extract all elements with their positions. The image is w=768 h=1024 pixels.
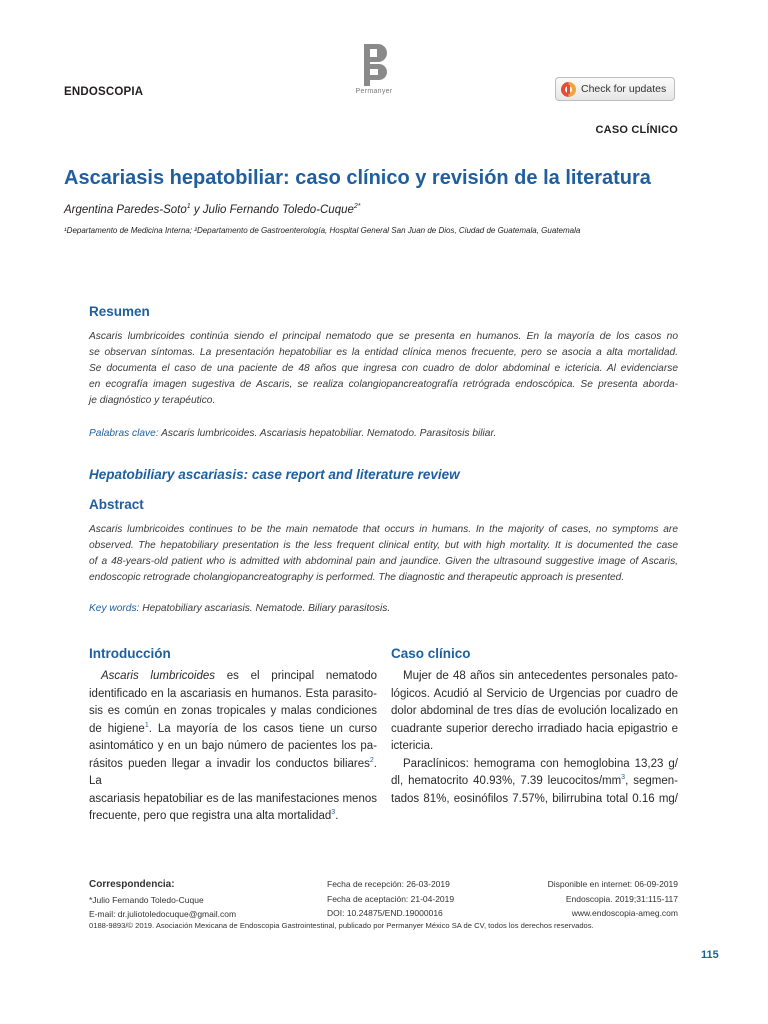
correspondence-name: *Julio Fernando Toledo-Cuque [89,894,204,905]
citation-ref[interactable]: 1 [144,721,149,729]
caso-heading: Caso clínico [391,646,471,661]
crossmark-icon [561,82,576,97]
author-2-affiliation: 2* [353,203,361,211]
key-words-text: Hepatobiliary ascariasis. Nematode. Biliary parasitosis. [139,603,391,614]
permanyer-logo-icon [361,44,387,86]
abstract-line: endoscopic retrograde cholangiopancreatography is performed. The diagnostic and therapeutic approach is presented. [89,572,625,583]
abstract-line: observed. The hepatobiliary presentation is the less frequent clinical entity, but with high mortality. It is documented the case [89,540,678,551]
article-type: CASO CLÍNICO [595,124,678,136]
caso-line: dl, hematocrito 40.93%, 7.39 leucocitos/$mm^3$, segmen- [391,774,678,787]
journal-website[interactable]: www.endoscopia-ameg.com [571,908,678,918]
received-date: Fecha de recepción: 26-03-2019 [327,879,450,889]
caso-line: Paraclínicos: hemograma con hemoglobina 13,23 g/ [403,757,678,770]
author-2: y Julio Fernando Toledo-Cuque [190,204,354,216]
english-title: Hepatobiliary ascariasis: case report and literature review [89,467,460,482]
citation-ref[interactable]: 3 [331,809,336,817]
citation-ref[interactable]: 3 [621,774,626,782]
intro-line: ascariasis hepatobiliar es de las manifestaciones menos [89,792,377,805]
palabras-clave [89,428,496,439]
resumen-line: en ecografía imagen sugestiva de Ascaris, se realiza colangiopancreatografía retrógrada endoscópica. Se presenta aborda- [89,379,678,390]
resumen-line: Ascaris lumbricoides continúa siendo el principal nematodo que se presenta en humanos. En la mayoría de los casos no [89,331,678,342]
affiliations: ¹Departamento de Medicina Interna; ²Departamento de Gastroenterología, Hospital General San Juan de Dios, Ciudad de Guatemala, Guatemala [64,226,581,235]
intro-line: Ascaris lumbricoides es el principal nematodo [101,670,378,682]
correspondence-email[interactable]: E-mail: dr.juliotoledocuque@gmail.com [89,909,237,919]
check-for-updates-button[interactable] [555,77,675,101]
key-words [89,603,390,614]
intro-line: identificado en la ascariasis en humanos. Esta parasito- [89,687,377,700]
abstract-body [89,522,678,586]
publication-info [548,877,678,921]
accepted-date: Fecha de aceptación: 21-04-2019 [327,893,455,904]
correspondence [89,877,236,922]
resumen-line: se observan síntomas. La presentación hepatobiliar es la entidad clínica menos frecuente, pero se asocia a alta mortalidad. [89,347,678,358]
article-title: Ascariasis hepatobiliar: caso clínico y revisión de la literatura [64,167,651,189]
resumen-heading: Resumen [89,304,150,319]
online-date: Disponible en internet: 06-09-2019 [547,879,678,889]
resumen-line: je diagnóstico y terapéutico. [89,395,216,406]
intro-line: frecuente, pero que registra una alta mortalidad$^3$. [89,809,339,822]
intro-body [89,668,377,826]
correspondence-label: Correspondencia: [89,879,175,890]
intro-line: rásitos pueden llegar a invadir los conductos biliares$^2$. La [89,756,377,787]
caso-line: tados 81%, eosinófilos 7.57%, bilirrubina total 0.16 mg/ [391,792,678,805]
abstract-line: Ascaris lumbricoides continues to be the main nematode that occurs in humans. In the majority of cases, no symptoms are [89,524,678,535]
doi-link[interactable]: DOI: 10.24875/END.19000016 [327,908,443,918]
intro-line: asintomático y en un bajo número de pacientes los pa- [89,740,377,752]
caso-line: dolor abdominal de tres días de evolución localizado en [391,705,678,717]
abstract-line: of a 48-years-old patient who is admitted with abdominal pain and jaundice. Given the ultrasound suggestive image of Ascaris, [89,556,678,567]
publisher-logo [349,44,399,95]
intro-line: sis es común en zonas tropicales y malas condiciones [89,705,377,717]
resumen-body [89,329,678,409]
palabras-clave-text: Ascaris lumbricoides. Ascariasis hepatobiliar. Nematodo. Parasitosis biliar. [158,428,497,439]
author-1-affiliation: 1 [186,203,191,211]
caso-line: cuadrante superior derecho irradiado hacia epigastrio e [391,722,678,735]
author-1: Argentina Paredes-Soto [64,204,187,216]
caso-line: lógicos. Acudió al Servicio de Urgencias por cuadro de [391,687,678,700]
resumen-line: Se documenta el caso de una paciente de 48 años que ingresa con cuadro de dolor abdominal e ictericia. Al evidenciarse [89,363,678,374]
key-words-label: Key words: [89,603,140,614]
citation-ref[interactable]: 2 [369,756,374,764]
species-name: Ascaris lumbricoides [101,670,215,682]
check-for-updates-label: Check for updates [581,83,667,95]
author-list [64,204,361,216]
journal-name: ENDOSCOPIA [64,86,144,98]
abstract-heading: Abstract [89,497,144,512]
caso-body [391,668,678,808]
page-number: 115 [701,949,719,961]
publisher-name: Permanyer [355,88,393,95]
caso-line: Mujer de 48 años sin antecedentes personales pato- [403,670,678,682]
article-dates [327,877,454,921]
copyright: 0188-9893/© 2019. Asociación Mexicana de Endoscopia Gastrointestinal, publicado por Permanyer México SA de CV, todos los derechos reservados. [89,921,594,930]
intro-heading: Introducción [89,646,171,661]
caso-line: ictericia. [391,740,434,752]
journal-citation: Endoscopia. 2019;31:115-117 [565,893,678,904]
palabras-clave-label: Palabras clave: [89,428,159,439]
intro-line: de higiene$^1$. La mayoría de los casos tiene un curso [89,721,377,735]
